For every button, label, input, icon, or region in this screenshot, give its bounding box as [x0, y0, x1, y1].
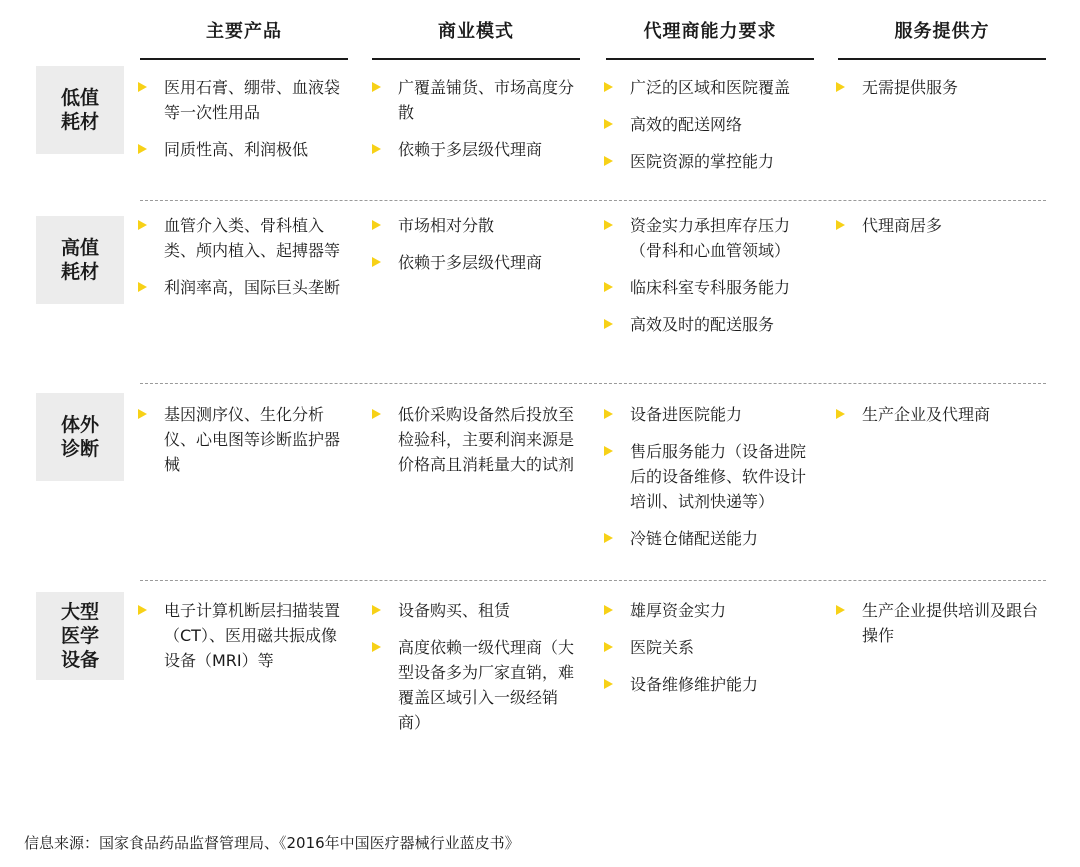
table-cell — [138, 213, 343, 312]
list-item — [138, 137, 343, 162]
header-underline — [838, 58, 1046, 60]
table-cell — [604, 598, 809, 709]
table-cell — [836, 402, 1041, 439]
category-label: 高值耗材 — [60, 237, 99, 283]
list-item-text: 同质性高、利润极低 — [164, 140, 309, 159]
triangle-bullet-icon — [604, 156, 613, 166]
list-item-text: 血管介入类、骨科植入类、颅内植入、起搏器等 — [164, 216, 341, 260]
list-item-text: 广覆盖铺货、市场高度分散 — [398, 78, 575, 122]
table-cell — [372, 402, 577, 489]
triangle-bullet-icon — [604, 533, 613, 543]
category-box — [36, 66, 124, 154]
triangle-bullet-icon — [604, 642, 613, 652]
table-cell — [836, 213, 1041, 250]
table-cell — [138, 75, 343, 174]
list-item — [604, 149, 809, 174]
triangle-bullet-icon — [836, 409, 845, 419]
triangle-bullet-icon — [604, 679, 613, 689]
list-item — [604, 402, 809, 427]
category-label: 体外诊断 — [60, 414, 99, 460]
list-item-text: 雄厚资金实力 — [630, 601, 727, 620]
list-item — [138, 213, 343, 263]
list-item-text: 市场相对分散 — [398, 216, 495, 235]
table-cell — [372, 213, 577, 287]
triangle-bullet-icon — [372, 220, 381, 230]
triangle-bullet-icon — [138, 282, 147, 292]
triangle-bullet-icon — [138, 409, 147, 419]
list-item — [138, 75, 343, 125]
table-cell — [836, 598, 1041, 660]
list-item-text: 资金实力承担库存压力（骨科和心血管领域） — [630, 216, 791, 260]
list-item — [604, 439, 809, 514]
list-item — [372, 250, 577, 275]
column-header-products: 主要产品 — [206, 21, 282, 42]
table-cell — [604, 213, 809, 349]
triangle-bullet-icon — [836, 605, 845, 615]
list-item — [836, 213, 1041, 238]
triangle-bullet-icon — [372, 605, 381, 615]
list-item-text: 高效及时的配送服务 — [630, 315, 775, 334]
header-underline — [606, 58, 814, 60]
source-note: 信息来源：国家食品药品监督管理局、《2016年中国医疗器械行业蓝皮书》 — [24, 834, 520, 852]
row-divider — [140, 200, 1046, 201]
list-item-text: 低价采购设备然后投放至检验科，主要利润来源是价格高且消耗量大的试剂 — [398, 405, 575, 474]
list-item — [372, 75, 577, 125]
list-item — [604, 213, 809, 263]
triangle-bullet-icon — [604, 605, 613, 615]
list-item-text: 依赖于多层级代理商 — [398, 140, 543, 159]
category-label: 低值耗材 — [60, 87, 99, 133]
category-label: 大型医学设备 — [60, 601, 99, 671]
triangle-bullet-icon — [836, 220, 845, 230]
list-item-text: 生产企业提供培训及跟台操作 — [862, 601, 1039, 645]
list-item-text: 高度依赖一级代理商（大型设备多为厂家直销，难覆盖区域引入一级经销商） — [398, 638, 575, 732]
triangle-bullet-icon — [604, 282, 613, 292]
row-divider — [140, 580, 1046, 581]
list-item-text: 高效的配送网络 — [630, 115, 743, 134]
triangle-bullet-icon — [604, 82, 613, 92]
list-item-text: 冷链仓储配送能力 — [630, 529, 759, 548]
triangle-bullet-icon — [604, 409, 613, 419]
header-underline — [372, 58, 580, 60]
table-cell — [604, 402, 809, 563]
list-item-text: 无需提供服务 — [862, 78, 959, 97]
triangle-bullet-icon — [372, 409, 381, 419]
table-cell — [138, 402, 343, 489]
triangle-bullet-icon — [604, 119, 613, 129]
list-item-text: 依赖于多层级代理商 — [398, 253, 543, 272]
triangle-bullet-icon — [604, 319, 613, 329]
list-item-text: 设备进医院能力 — [630, 405, 743, 424]
list-item-text: 设备维修维护能力 — [630, 675, 759, 694]
list-item — [604, 275, 809, 300]
list-item-text: 医用石膏、绷带、血液袋等一次性用品 — [164, 78, 341, 122]
list-item-text: 基因测序仪、生化分析仪、心电图等诊断监护器械 — [164, 405, 341, 474]
list-item — [604, 598, 809, 623]
table-cell — [836, 75, 1041, 112]
list-item — [604, 112, 809, 137]
list-item-text: 售后服务能力（设备进院后的设备维修、软件设计培训、试剂快递等） — [630, 442, 807, 511]
table-cell — [604, 75, 809, 186]
triangle-bullet-icon — [372, 144, 381, 154]
list-item — [604, 635, 809, 660]
column-header-service-provider: 服务提供方 — [894, 21, 990, 42]
triangle-bullet-icon — [372, 642, 381, 652]
table-cell — [138, 598, 343, 685]
triangle-bullet-icon — [138, 82, 147, 92]
triangle-bullet-icon — [604, 446, 613, 456]
list-item — [372, 213, 577, 238]
category-box — [36, 592, 124, 680]
triangle-bullet-icon — [372, 257, 381, 267]
list-item — [372, 598, 577, 623]
triangle-bullet-icon — [138, 220, 147, 230]
list-item — [138, 598, 343, 673]
list-item-text: 代理商居多 — [862, 216, 943, 235]
list-item — [836, 598, 1041, 648]
triangle-bullet-icon — [138, 144, 147, 154]
list-item — [138, 402, 343, 477]
triangle-bullet-icon — [138, 605, 147, 615]
list-item-text: 利润率高，国际巨头垄断 — [164, 278, 341, 297]
list-item — [372, 137, 577, 162]
column-header-agent-requirements: 代理商能力要求 — [643, 21, 777, 42]
table-cell — [372, 75, 577, 174]
triangle-bullet-icon — [372, 82, 381, 92]
list-item-text: 电子计算机断层扫描装置（CT）、医用磁共振成像设备（MRI）等 — [164, 601, 341, 670]
column-header-business-model: 商业模式 — [438, 21, 514, 42]
list-item — [604, 672, 809, 697]
list-item — [836, 402, 1041, 427]
category-box — [36, 393, 124, 481]
list-item-text: 临床科室专科服务能力 — [630, 278, 791, 297]
list-item — [138, 275, 343, 300]
triangle-bullet-icon — [604, 220, 613, 230]
list-item-text: 医院关系 — [630, 638, 695, 657]
row-divider — [140, 383, 1046, 384]
header-underline — [140, 58, 348, 60]
list-item-text: 广泛的区域和医院覆盖 — [630, 78, 791, 97]
list-item — [604, 312, 809, 337]
list-item-text: 医院资源的掌控能力 — [630, 152, 775, 171]
table-cell — [372, 598, 577, 747]
list-item — [604, 526, 809, 551]
list-item — [604, 75, 809, 100]
list-item — [836, 75, 1041, 100]
triangle-bullet-icon — [836, 82, 845, 92]
list-item-text: 生产企业及代理商 — [862, 405, 991, 424]
list-item — [372, 402, 577, 477]
category-box — [36, 216, 124, 304]
list-item-text: 设备购买、租赁 — [398, 601, 511, 620]
list-item — [372, 635, 577, 735]
